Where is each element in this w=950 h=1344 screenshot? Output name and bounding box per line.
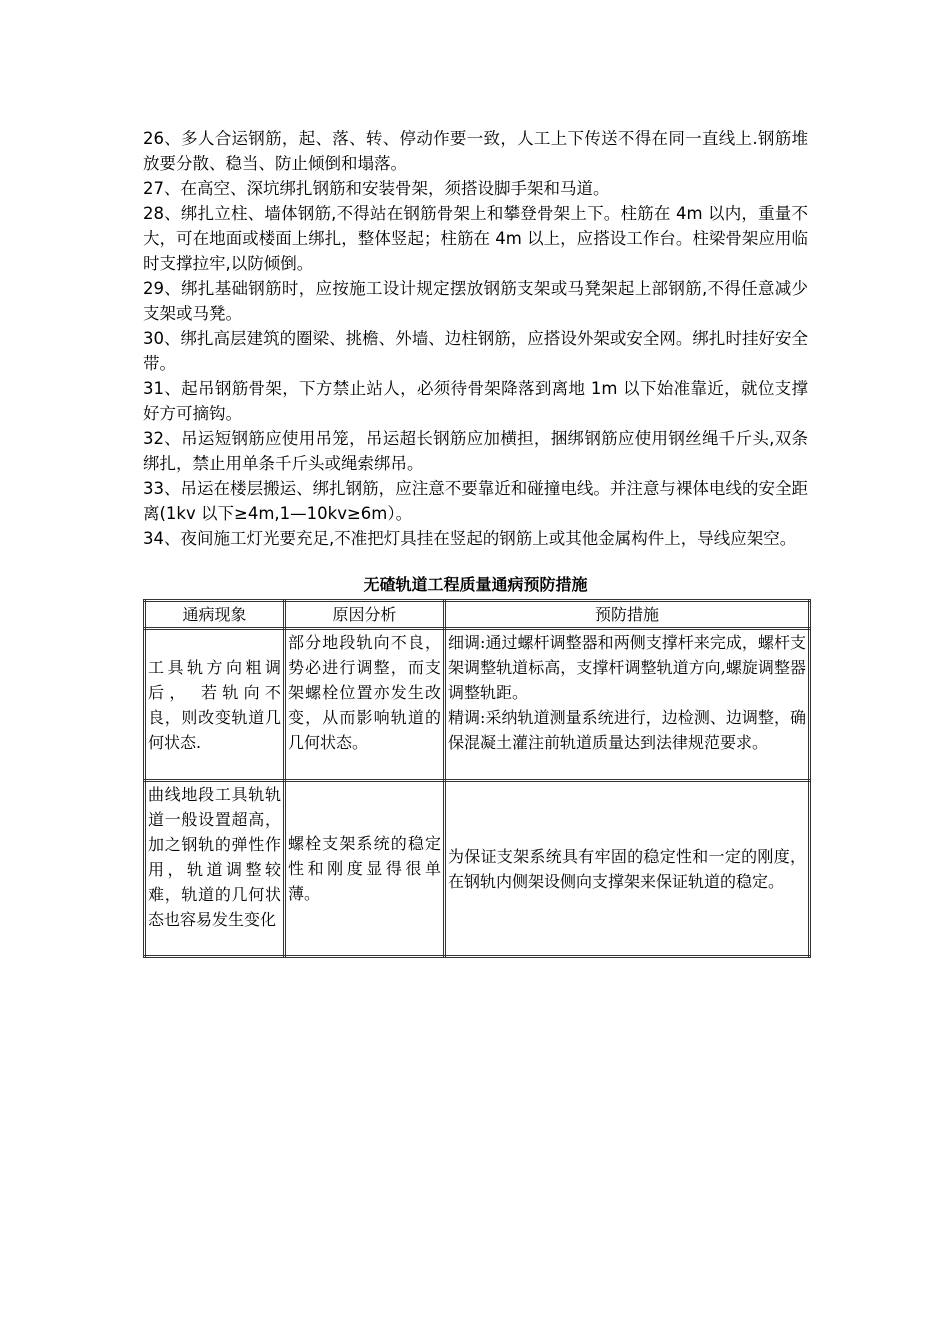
header-phenomenon: 通病现象 [145,601,285,629]
list-item: 30、绑扎高层建筑的圈梁、挑檐、外墙、边柱钢筋，应搭设外架或安全网。绑扎时挂好安全带。 [143,329,808,373]
measure-line: 为保证支架系统具有牢固的稳定性和一定的刚度，在钢轨内侧架设侧向支撑架来保证轨道的稳定。 [448,846,806,891]
list-item: 31、起吊钢筋骨架，下方禁止站人，必须待骨架降落到离地 1m 以下始准靠近，就位支撑好方可摘钩。 [143,379,808,423]
table-row [145,629,810,781]
list-item: 29、绑扎基础钢筋时，应按施工设计规定摆放钢筋支架或马凳架起上部钢筋,不得任意减少支架或马凳。 [143,279,808,323]
defects-table [143,599,811,958]
table-row [145,781,810,957]
table-title: 无碴轨道工程质量通病预防措施 [363,575,588,594]
list-item: 28、绑扎立柱、墙体钢筋,不得站在钢筋骨架上和攀登骨架上下。柱筋在 4m 以内，重量不大，可在地面或楼面上绑扎，整体竖起；柱筋在 4m 以上，应搭设工作台。柱梁骨架应用临时支撑拉牢,以防倾倒。 [143,204,808,273]
list-item: 33、吊运在楼层搬运、绑扎钢筋，应注意不要靠近和碰撞电线。并注意与裸体电线的安全距离(1kv 以下≥4m,1—10kv≥6m）。 [143,479,808,523]
header-measures: 预防措施 [445,601,810,629]
header-cause: 原因分析 [285,601,445,629]
cell-phenomenon: 工具轨方向粗调后， 若轨向不良，则改变轨道几何状态. [145,629,285,781]
measure-line: 精调:采纳轨道测量系统进行，边检测、边调整，确保混凝土灌注前轨道质量达到法律规范要求。 [448,708,806,752]
list-item: 34、夜间施工灯光要充足,不准把灯具挂在竖起的钢筋上或其他金属构件上，导线应架空。 [143,529,797,548]
cell-cause: 部分地段轨向不良，势必进行调整，而支架螺栓位置亦发生改变，从而影响轨道的几何状态。 [285,629,445,781]
table-header-row [145,601,810,629]
cell-measures [445,781,810,957]
safety-items-list [143,126,808,551]
list-item: 32、吊运短钢筋应使用吊笼，吊运超长钢筋应加横担，捆绑钢筋应使用钢丝绳千斤头,双条绑扎，禁止用单条千斤头或绳索绑吊。 [143,429,808,473]
cell-cause: 螺栓支架系统的稳定性和刚度显得很单薄。 [285,781,445,957]
list-item: 27、在高空、深坑绑扎钢筋和安装骨架，须搭设脚手架和马道。 [143,179,610,198]
measure-line: 细调:通过螺杆调整器和两侧支撑杆来完成，螺杆支架调整轨道标高，支撑杆调整轨道方向,螺旋调整器调整轨距。 [448,633,806,702]
list-item: 26、多人合运钢筋，起、落、转、停动作要一致，人工上下传送不得在同一直线上.钢筋堆放要分散、稳当、防止倾倒和塌落。 [143,129,808,173]
cell-measures [445,629,810,781]
cell-phenomenon: 曲线地段工具轨轨道一般设置超高，加之钢轨的弹性作用，轨道调整较难，轨道的几何状态也容易发生变化 [145,781,285,957]
